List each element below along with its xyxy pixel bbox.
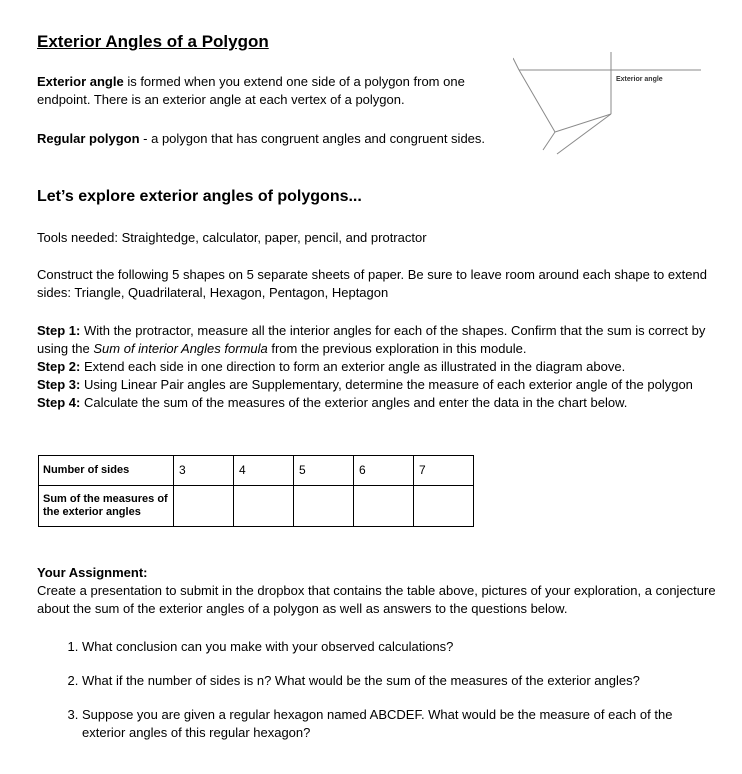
step-4 — [37, 394, 717, 412]
table-cell-sides: 6 — [354, 456, 414, 486]
table-header-sums: Sum of the measures of the exterior angles — [39, 486, 174, 527]
question-3: 3. Suppose you are given a regular hexagon named ABCDEF. What would be the measure of each of the exterior angles of this regular hexagon? — [82, 706, 702, 742]
step-label: Step 4: — [37, 395, 81, 410]
exterior-angle-diagram — [513, 50, 713, 162]
table-cell-sum[interactable] — [174, 486, 234, 527]
table-cell-sides: 4 — [234, 456, 294, 486]
steps-list — [37, 322, 717, 412]
table-cell-sum[interactable] — [294, 486, 354, 527]
construct-instructions: Construct the following 5 shapes on 5 separate sheets of paper. Be sure to leave room around each shape to extend sides: Triangle, Quadrilateral, Hexagon, Pentagon, Heptagon — [37, 267, 707, 300]
assignment-title: Your Assignment: — [37, 565, 148, 580]
table-cell-sides: 5 — [294, 456, 354, 486]
regular-polygon-text: - a polygon that has congruent angles and congruent sides. — [139, 131, 486, 146]
question-2: 2. What if the number of sides is n? What would be the sum of the measures of the exterior angles? — [82, 672, 702, 690]
step-text: from the previous exploration in this module. — [267, 341, 527, 356]
step-text: Using Linear Pair angles are Supplementary, determine the measure of each exterior angle of the polygon — [80, 377, 693, 392]
table-cell-sides: 3 — [174, 456, 234, 486]
exterior-angles-table — [38, 455, 474, 527]
assignment-questions — [40, 638, 702, 742]
table-cell-sides: 7 — [414, 456, 474, 486]
exterior-angle-label: Exterior angle — [616, 76, 663, 83]
regular-polygon-term: Regular polygon — [37, 131, 140, 146]
table-row-sums — [39, 486, 474, 527]
exterior-angle-text: is formed when you extend one side of a polygon from one endpoint. There is an exterior angle at each vertex of a polygon. — [37, 74, 465, 107]
step-label: Step 2: — [37, 359, 81, 374]
assignment-section — [37, 564, 717, 618]
table-header-sides: Number of sides — [39, 456, 174, 486]
table-cell-sum[interactable] — [414, 486, 474, 527]
exterior-angle-definition — [37, 73, 507, 109]
table-row-sides — [39, 456, 474, 486]
explore-heading: Let’s explore exterior angles of polygons... — [37, 188, 362, 205]
extended-side-5 — [557, 114, 611, 154]
exterior-angle-term: Exterior angle — [37, 74, 124, 89]
step-formula: Sum of interior Angles formula — [93, 341, 268, 356]
page-title: Exterior Angles of a Polygon — [37, 32, 269, 51]
tools-needed: Tools needed: Straightedge, calculator, paper, pencil, and protractor — [37, 230, 427, 245]
table-cell-sum[interactable] — [234, 486, 294, 527]
step-text: With the protractor, measure all the interior angles for each of the shapes. Confirm that the sum is correct by using the — [37, 323, 706, 356]
polygon-side-left — [519, 70, 555, 132]
polygon-side-bottom — [555, 114, 611, 132]
step-2 — [37, 358, 717, 376]
step-1 — [37, 322, 717, 358]
step-3 — [37, 376, 717, 394]
extended-side-4 — [543, 132, 555, 150]
table-cell-sum[interactable] — [354, 486, 414, 527]
step-text: Extend each side in one direction to form an exterior angle as illustrated in the diagram above. — [80, 359, 626, 374]
assignment-text: Create a presentation to submit in the dropbox that contains the table above, pictures of your exploration, a conjecture about the sum of the exterior angles of a polygon as well as answers to the questions below. — [37, 583, 716, 616]
step-text: Calculate the sum of the measures of the exterior angles and enter the data in the chart below. — [80, 395, 628, 410]
regular-polygon-definition — [37, 130, 507, 148]
question-1: 1. What conclusion can you make with your observed calculations? — [82, 638, 702, 656]
step-label: Step 3: — [37, 377, 81, 392]
extended-side-3 — [513, 58, 519, 70]
step-label: Step 1: — [37, 323, 81, 338]
